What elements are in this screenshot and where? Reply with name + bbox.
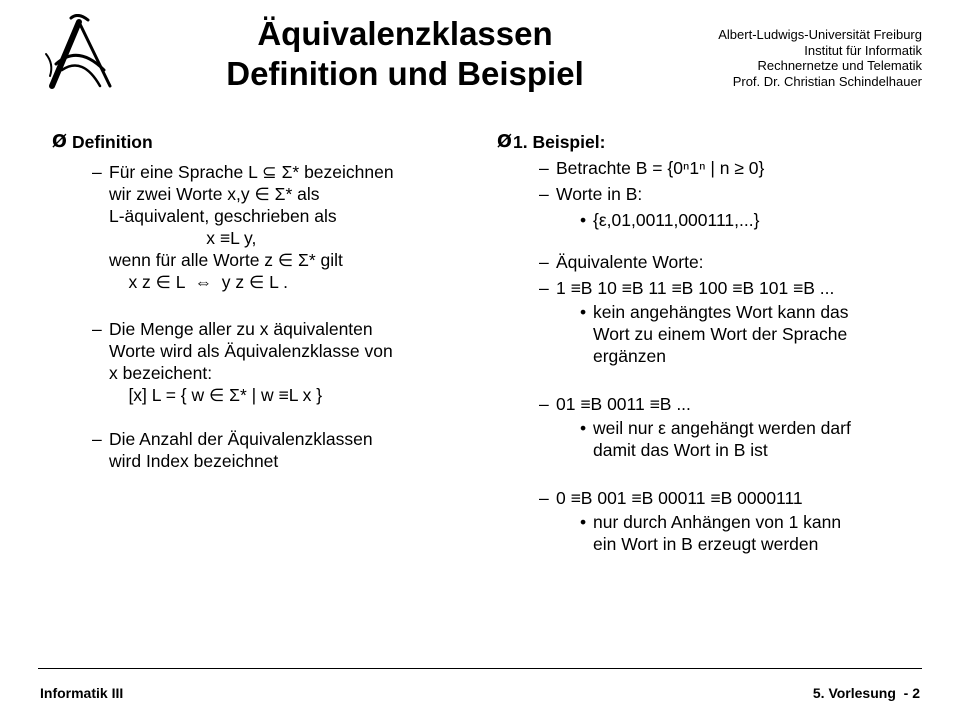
title-line-1: Äquivalenzklassen — [257, 15, 553, 52]
example-item: – 1 ≡B 10 ≡B 11 ≡B 100 ≡B 101 ≡B ... — [539, 278, 835, 298]
definition-column — [52, 131, 472, 472]
text-line: wenn für alle Worte z ∈ Σ* gilt — [109, 250, 343, 270]
example-subitem: • {ε,01,0011,000111,...} — [580, 210, 760, 230]
footer-divider — [38, 668, 922, 669]
text-line: wird Index bezeichnet — [109, 451, 279, 471]
footer-course: Informatik III — [40, 685, 124, 701]
title-line-2: Definition und Beispiel — [226, 55, 584, 92]
text-line: Für eine Sprache L ⊆ Σ* bezeichnen — [109, 162, 394, 182]
example-item: – Äquivalente Worte: — [539, 252, 704, 272]
text-line: Worte wird als Äquivalenzklasse von — [109, 341, 393, 361]
text-line: x ≡L y, — [109, 228, 257, 248]
example-item: – Betrachte B = {0ⁿ1ⁿ | n ≥ 0} — [539, 158, 765, 178]
page-title — [170, 14, 640, 94]
definition-heading: Ø Definition — [52, 132, 153, 152]
text-line: [x] L = { w ∈ Σ* | w ≡L x } — [109, 385, 323, 405]
example-item: – Worte in B: — [539, 184, 643, 204]
affiliation-line: Rechnernetze und Telematik — [757, 58, 922, 73]
text-line: Die Menge aller zu x äquivalenten — [109, 319, 373, 339]
text-line: x z ∈ L ⇔ y z ∈ L . — [109, 272, 288, 292]
text-line: L-äquivalent, geschrieben als — [109, 206, 337, 226]
text-line: wir zwei Worte x,y ∈ Σ* als — [109, 184, 320, 204]
example-subitem: • nur durch Anhängen von 1 kann ein Wort in B erzeugt werden — [580, 512, 842, 554]
definition-item: – Für eine Sprache L ⊆ Σ* bezeichnen wir zwei Worte x,y ∈ Σ* als L-äquivalent, geschrieben als x ≡L y, wenn für alle Worte z ∈ Σ* gilt x z ∈ L ⇔ y z ∈ L . — [52, 161, 472, 293]
arrow-bullet-icon: Ø — [497, 132, 512, 152]
arrow-bullet-icon: Ø — [52, 132, 67, 152]
affiliation-line: Prof. Dr. Christian Schindelhauer — [732, 73, 922, 89]
example-item: – 01 ≡B 0011 ≡B ... — [539, 394, 691, 414]
text-line: Die Anzahl der Äquivalenzklassen — [109, 429, 373, 449]
university-logo-icon — [38, 14, 120, 96]
example-heading: Ø 1. Beispiel: — [497, 132, 606, 152]
definition-item: – Die Anzahl der Äquivalenzklassen wird Index bezeichnet — [52, 428, 472, 472]
affiliation-line: Institut für Informatik — [804, 42, 922, 58]
footer-lecture-page: 5. Vorlesung - 2 — [812, 685, 920, 701]
definition-item: – Die Menge aller zu x äquivalenten Worte wird als Äquivalenzklasse von x bezeichent: [x] L = { w ∈ Σ* | w ≡L x } — [52, 318, 472, 406]
affiliation-line: Albert-Ludwigs-Universität Freiburg — [718, 27, 922, 42]
example-item: – 0 ≡B 001 ≡B 00011 ≡B 0000111 — [539, 488, 803, 508]
example-column — [497, 131, 917, 555]
affiliation — [718, 27, 922, 89]
example-subitem: • kein angehängtes Wort kann das Wort zu einem Wort der Sprache ergänzen — [580, 302, 849, 366]
text-line: x bezeichent: — [109, 363, 213, 383]
example-subitem: • weil nur ε angehängt werden darf damit das Wort in B ist — [580, 418, 851, 460]
